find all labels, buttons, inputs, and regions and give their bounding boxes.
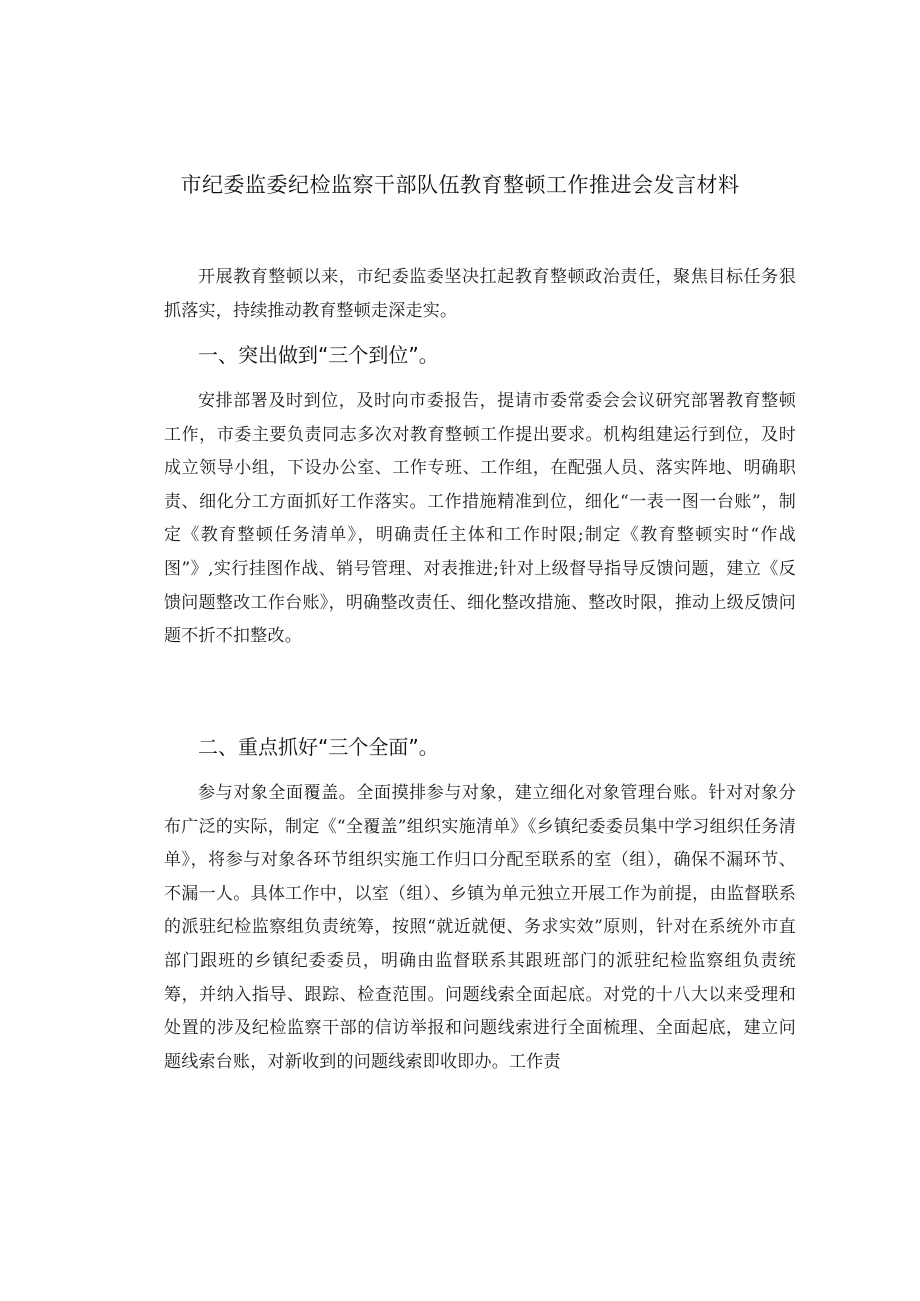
intro-paragraph: 开展教育整顿以来，市纪委监委坚决扛起教育整顿政治责任，聚焦目标任务狠抓落实，持续推动教育整顿走深走实。: [164, 267, 796, 321]
section-paragraph-1: 安排部署及时到位，及时向市委报告，提请市委常委会会议研究部署教育整顿工作，市委主要负责同志多次对教育整顿工作提出要求。机构组建运行到位，及时成立领导小组，下设办公室、工作专班、工作组，在配强人员、落实阵地、明确职责、细化分工方面抓好工作落实。工作措施精准到位，细化“一表一图一台账”，制定《教育整顿任务清单》，明确责任主体和工作时限;制定《教育整顿实时“作战图”》,实行挂图作战、销号管理、对表推进;针对上级督导指导反馈问题，建立《反馈问题整改工作台账》，明确整改责任、细化整改措施、整改时限，推动上级反馈问题不折不扣整改。: [164, 391, 796, 647]
section-heading-1: 一、突出做到“三个到位”。: [198, 343, 439, 367]
document-title: 市纪委监委纪检监察干部队伍教育整顿工作推进会发言材料: [180, 173, 740, 197]
section-paragraph-2: 参与对象全面覆盖。全面摸排参与对象，建立细化对象管理台账。针对对象分布广泛的实际，制定《“全覆盖”组织实施清单》《乡镇纪委委员集中学习组织任务清单》，将参与对象各环节组织实施工作归口分配至联系的室（组），确保不漏环节、不漏一人。具体工作中，以室（组）、乡镇为单元独立开展工作为前提，由监督联系的派驻纪检监察组负责统筹，按照“就近就便、务求实效”原则，针对在系统外市直部门跟班的乡镇纪委委员，明确由监督联系其跟班部门的派驻纪检监察组负责统筹，并纳入指导、跟踪、检查范围。问题线索全面起底。对党的十八大以来受理和处置的涉及纪检监察干部的信访举报和问题线索进行全面梳理、全面起底，建立问题线索台账，对新收到的问题线索即收即办。工作责: [164, 783, 796, 1072]
section-heading-2: 二、重点抓好“三个全面”。: [198, 735, 439, 759]
